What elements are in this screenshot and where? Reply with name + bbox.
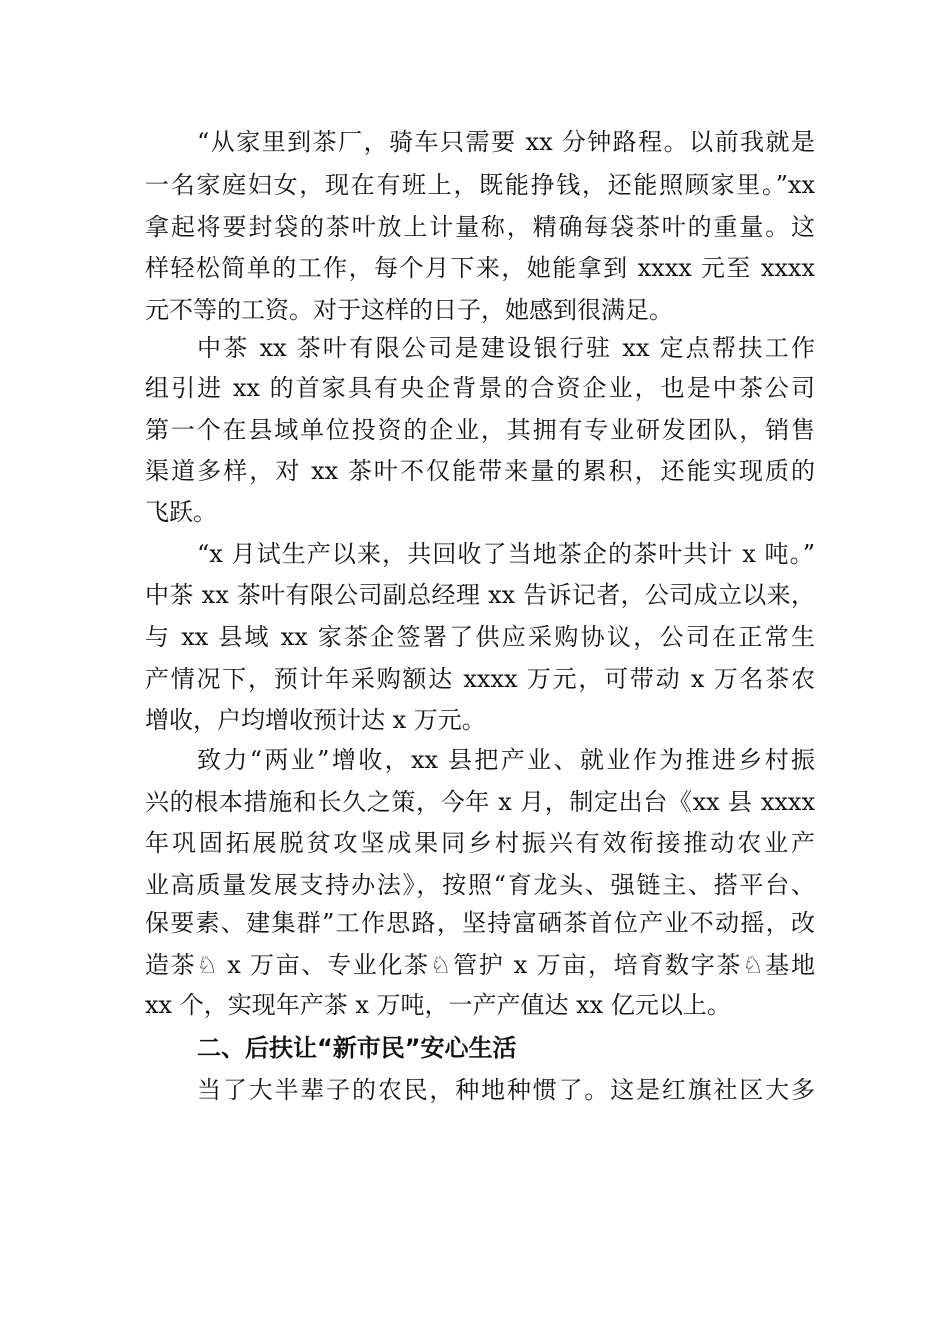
paragraph-1-line-5: 元不等的工资。对于这样的日子，她感到很满足。 xyxy=(145,296,673,324)
paragraph-1-line-2: 一名家庭妇女，现在有班上，既能挣钱，还能照顾家里。”xx xyxy=(145,171,815,199)
paragraph-2-line-5: 飞跃。 xyxy=(145,498,217,526)
paragraph-4-line-1: 致力“两业”增收，xx 县把产业、就业作为推进乡村振 xyxy=(197,746,815,774)
paragraph-1-line-1: “从家里到茶厂，骑车只需要 xx 分钟路程。以前我就是 xyxy=(197,128,815,156)
paragraph-4-line-5: 保要素、建集群”工作思路，坚持富硒茶首位产业不动摇，改 xyxy=(145,909,815,937)
paragraph-5-line-1: 当了大半辈子的农民，种地种惯了。这是红旗社区大多 xyxy=(197,1076,815,1104)
paragraph-3-line-5: 增收，户均增收预计达 x 万元。 xyxy=(145,706,486,734)
paragraph-4-line-6: 造茶♘ x 万亩、专业化茶♘管护 x 万亩，培育数字茶♘基地 xyxy=(145,951,815,979)
paragraph-4-line-7: xx 个，实现年产茶 x 万吨，一产产值达 xx 亿元以上。 xyxy=(145,991,731,1019)
paragraph-2-line-2: 组引进 xx 的首家具有央企背景的合资企业，也是中茶公司 xyxy=(145,374,815,402)
paragraph-3-line-3: 与 xx 县域 xx 家茶企签署了供应采购协议，公司在正常生 xyxy=(145,623,815,651)
paragraph-3-line-4: 产情况下，预计年采购额达 xxxx 万元，可带动 x 万名茶农 xyxy=(145,665,815,693)
paragraph-1-line-4: 样轻松简单的工作，每个月下来，她能拿到 xxxx 元至 xxxx xyxy=(145,254,815,282)
paragraph-4-line-4: 业高质量发展支持办法》，按照“育龙头、强链主、搭平台、 xyxy=(145,871,815,899)
paragraph-3-line-1: “x 月试生产以来，共回收了当地茶企的茶叶共计 x 吨。” xyxy=(197,540,815,568)
paragraph-2-line-1: 中茶 xx 茶叶有限公司是建设银行驻 xx 定点帮扶工作 xyxy=(197,334,815,362)
paragraph-3-line-2: 中茶 xx 茶叶有限公司副总经理 xx 告诉记者，公司成立以来， xyxy=(145,581,815,609)
section-heading: 二、后扶让“新市民”安心生活 xyxy=(197,1034,517,1062)
paragraph-2-line-4: 渠道多样，对 xx 茶叶不仅能带来量的累积，还能实现质的 xyxy=(145,457,815,485)
paragraph-2-line-3: 第一个在县域单位投资的企业，其拥有专业研发团队，销售 xyxy=(145,416,815,444)
paragraph-1-line-3: 拿起将要封袋的茶叶放上计量称，精确每袋茶叶的重量。这 xyxy=(145,213,815,241)
paragraph-4-line-2: 兴的根本措施和长久之策，今年 x 月，制定出台《xx 县 xxxx xyxy=(145,788,815,816)
paragraph-4-line-3: 年巩固拓展脱贫攻坚成果同乡村振兴有效衔接推动农业产 xyxy=(145,829,815,857)
